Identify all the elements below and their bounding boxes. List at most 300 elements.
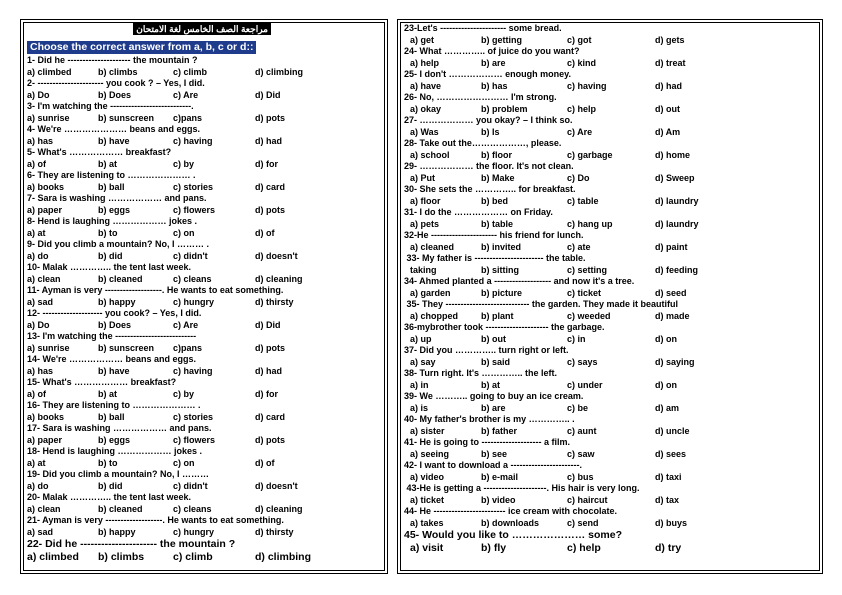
answer-option: c) bus bbox=[567, 471, 594, 482]
answer-options bbox=[404, 196, 816, 208]
answer-option: d) pots bbox=[255, 112, 285, 123]
question-text: 44- He ------------------------ ice cream with chocolate. bbox=[404, 506, 617, 516]
question-text: 16- They are listening to ………………… . bbox=[27, 400, 201, 410]
answer-options bbox=[27, 320, 381, 332]
question-item bbox=[27, 193, 381, 216]
answer-options bbox=[404, 311, 816, 323]
answer-option: a) up bbox=[410, 333, 432, 344]
answer-option: c) says bbox=[567, 356, 598, 367]
answer-option: a) sunrise bbox=[27, 112, 70, 123]
answer-option: c) hang up bbox=[567, 218, 613, 229]
answer-option: b) ball bbox=[98, 411, 125, 422]
answer-option: d) laundry bbox=[655, 195, 699, 206]
answer-option: b) climbs bbox=[98, 551, 145, 563]
answer-option: b) at bbox=[98, 158, 117, 169]
answer-option: a) takes bbox=[410, 517, 444, 528]
answer-option: a) floor bbox=[410, 195, 441, 206]
answer-option: b) said bbox=[481, 356, 511, 367]
question-item bbox=[404, 69, 816, 92]
answer-option: c) in bbox=[567, 333, 586, 344]
question-text: 4- We're ………………… beans and eggs. bbox=[27, 124, 201, 134]
answer-option: c) under bbox=[567, 379, 603, 390]
answer-options bbox=[27, 458, 381, 470]
answer-option: a) has bbox=[27, 365, 54, 376]
answer-option: d) for bbox=[255, 158, 278, 169]
answer-option: d) of bbox=[255, 227, 275, 238]
answer-option: c) help bbox=[567, 542, 601, 554]
answer-options bbox=[404, 242, 816, 254]
answer-option: a) pets bbox=[410, 218, 440, 229]
question-item bbox=[27, 538, 381, 564]
question-item bbox=[27, 55, 381, 78]
question-text: 26- No, …………………… I'm strong. bbox=[404, 92, 557, 102]
answer-options bbox=[404, 518, 816, 530]
answer-option: c) setting bbox=[567, 264, 608, 275]
question-list-right bbox=[404, 23, 816, 555]
question-text: 42- I want to download a -----------------------. bbox=[404, 460, 582, 470]
answer-option: b) climbs bbox=[98, 66, 138, 77]
answer-option: c) ticket bbox=[567, 287, 602, 298]
answer-option: c) be bbox=[567, 402, 589, 413]
question-text: 20- Malak ………….. the tent last week. bbox=[27, 492, 192, 502]
answer-options bbox=[27, 297, 381, 309]
answer-option: b) downloads bbox=[481, 517, 539, 528]
question-text: 11- Ayman is very -------------------. He wants to eat something. bbox=[27, 285, 284, 295]
answer-option: b) sunscreen bbox=[98, 342, 155, 353]
question-text: 32-He ---------------------- his friend for lunch. bbox=[404, 230, 584, 240]
answer-option: d) of bbox=[255, 457, 275, 468]
answer-options bbox=[27, 182, 381, 194]
answer-option: a) at bbox=[27, 457, 46, 468]
answer-options bbox=[404, 449, 816, 461]
answer-option: a) seeing bbox=[410, 448, 450, 459]
question-item bbox=[404, 368, 816, 391]
answer-option: c) table bbox=[567, 195, 599, 206]
answer-option: d) out bbox=[655, 103, 680, 114]
answer-option: a) paper bbox=[27, 434, 63, 445]
answer-option: b) plant bbox=[481, 310, 514, 321]
answer-option: b) happy bbox=[98, 526, 136, 537]
answer-options bbox=[404, 288, 816, 300]
answer-option: c) on bbox=[173, 457, 195, 468]
answer-options bbox=[404, 334, 816, 346]
question-item bbox=[404, 46, 816, 69]
answer-option: c) cleans bbox=[173, 503, 212, 514]
answer-option: d) made bbox=[655, 310, 690, 321]
question-item bbox=[404, 115, 816, 138]
answer-option: a) is bbox=[410, 402, 429, 413]
answer-options bbox=[404, 542, 816, 555]
answer-options bbox=[27, 389, 381, 401]
question-text: 2- ---------------------- you cook ? – Yes, I did. bbox=[27, 78, 205, 88]
answer-option: a) of bbox=[27, 158, 46, 169]
answer-option: a) cleaned bbox=[410, 241, 455, 252]
answer-option: b) e-mail bbox=[481, 471, 519, 482]
question-item bbox=[27, 423, 381, 446]
answer-option: c) having bbox=[173, 365, 213, 376]
answer-option: a) Put bbox=[410, 172, 436, 183]
answer-option: c) climb bbox=[173, 551, 213, 563]
answer-option: a) at bbox=[27, 227, 46, 238]
question-item bbox=[27, 262, 381, 285]
question-text: 35- They ---------------------------- the garden. They made it beautiful bbox=[404, 299, 678, 309]
answer-option: b) out bbox=[481, 333, 506, 344]
answer-options bbox=[404, 357, 816, 369]
question-item bbox=[404, 322, 816, 345]
answer-option: c) on bbox=[173, 227, 195, 238]
question-text: 3- I'm watching the ---------------------------. bbox=[27, 101, 194, 111]
answer-option: b) Does bbox=[98, 89, 132, 100]
answer-option: c) stories bbox=[173, 411, 214, 422]
question-item bbox=[404, 207, 816, 230]
question-item bbox=[404, 253, 816, 276]
question-text: 29- ……………… the floor. It's not clean. bbox=[404, 161, 574, 171]
answer-option: c) help bbox=[567, 103, 597, 114]
answer-options bbox=[27, 274, 381, 286]
question-item bbox=[27, 124, 381, 147]
answer-option: a) get bbox=[410, 34, 435, 45]
answer-option: d) seed bbox=[655, 287, 687, 298]
answer-options bbox=[27, 481, 381, 493]
question-text: 9- Did you climb a mountain? No, I ……… . bbox=[27, 239, 210, 249]
question-item bbox=[404, 161, 816, 184]
answer-option: b) fly bbox=[481, 542, 507, 554]
answer-option: c) hungry bbox=[173, 296, 215, 307]
answer-option: d) had bbox=[655, 80, 682, 91]
answer-option: a) sad bbox=[27, 526, 54, 537]
answer-option: b) to bbox=[98, 457, 118, 468]
question-text: 40- My father's brother is my ………….. . bbox=[404, 414, 575, 424]
question-item bbox=[404, 276, 816, 299]
answer-option: b) cleaned bbox=[98, 503, 143, 514]
question-text: 22- Did he ---------------------- the mountain ? bbox=[27, 538, 236, 550]
answer-option: b) Is bbox=[481, 126, 500, 137]
answer-option: d) taxi bbox=[655, 471, 682, 482]
answer-options bbox=[27, 228, 381, 240]
answer-option: c) ate bbox=[567, 241, 591, 252]
answer-options bbox=[27, 90, 381, 102]
answer-options bbox=[27, 412, 381, 424]
question-text: 38- Turn right. It's ………….. the left. bbox=[404, 368, 557, 378]
answer-options bbox=[404, 173, 816, 185]
answer-option: b) cleaned bbox=[98, 273, 143, 284]
question-item bbox=[404, 184, 816, 207]
answer-option: a) school bbox=[410, 149, 450, 160]
answer-option: a) has bbox=[27, 135, 54, 146]
answer-option: d) card bbox=[255, 411, 286, 422]
answer-option: d) laundry bbox=[655, 218, 699, 229]
answer-option: d) on bbox=[655, 379, 677, 390]
answer-option: c) having bbox=[567, 80, 607, 91]
question-item bbox=[27, 147, 381, 170]
question-item bbox=[27, 331, 381, 354]
answer-option: b) eggs bbox=[98, 434, 131, 445]
question-item bbox=[404, 506, 816, 529]
answer-option: b) are bbox=[481, 402, 506, 413]
answer-options bbox=[404, 495, 816, 507]
answer-option: d) Am bbox=[655, 126, 681, 137]
question-text: 15- What's ……………… breakfast? bbox=[27, 377, 177, 387]
answer-option: c) weeded bbox=[567, 310, 611, 321]
answer-option: b) happy bbox=[98, 296, 136, 307]
answer-option: b) has bbox=[481, 80, 508, 91]
question-text: 28- Take out the………………, please. bbox=[404, 138, 562, 148]
answer-option: c) got bbox=[567, 34, 592, 45]
question-text: 45- Would you like to ………………… some? bbox=[404, 529, 622, 541]
answer-options bbox=[27, 435, 381, 447]
answer-option: c) Do bbox=[567, 172, 590, 183]
answer-option: c) having bbox=[173, 135, 213, 146]
answer-option: a) do bbox=[27, 250, 49, 261]
answer-option: a) clean bbox=[27, 503, 61, 514]
answer-option: c) stories bbox=[173, 181, 214, 192]
answer-option: c) Are bbox=[173, 319, 199, 330]
question-text: 8- Hend is laughing ……………… jokes . bbox=[27, 216, 198, 226]
answer-option: a) do bbox=[27, 480, 49, 491]
question-text: 23-Let's ---------------------- some bread. bbox=[404, 23, 562, 33]
question-text: 34- Ahmed planted a ------------------- and now it's a tree. bbox=[404, 276, 635, 286]
answer-options bbox=[27, 251, 381, 263]
answer-option: d) buys bbox=[655, 517, 688, 528]
answer-option: b) bed bbox=[481, 195, 508, 206]
answer-option: c) didn't bbox=[173, 250, 208, 261]
answer-option: b) eggs bbox=[98, 204, 131, 215]
left-column bbox=[20, 19, 388, 574]
answer-option: d) climbing bbox=[255, 66, 303, 77]
answer-option: c) hungry bbox=[173, 526, 215, 537]
answer-option: a) have bbox=[410, 80, 442, 91]
question-text: 36-mybrother took --------------------- the garbage. bbox=[404, 322, 605, 332]
answer-option: d) try bbox=[655, 542, 682, 554]
answer-option: a) video bbox=[410, 471, 445, 482]
answer-option: b) invited bbox=[481, 241, 521, 252]
answer-option: c) Are bbox=[567, 126, 593, 137]
question-item bbox=[27, 354, 381, 377]
answer-option: d) doesn't bbox=[255, 480, 298, 491]
answer-options bbox=[404, 81, 816, 93]
question-item bbox=[27, 239, 381, 262]
question-item bbox=[404, 437, 816, 460]
question-text: 17- Sara is washing ……………… and pans. bbox=[27, 423, 212, 433]
answer-option: b) did bbox=[98, 480, 123, 491]
answer-option: b) problem bbox=[481, 103, 528, 114]
question-text: 10- Malak ………….. the tent last week. bbox=[27, 262, 192, 272]
answer-options bbox=[27, 504, 381, 516]
answer-option: d) on bbox=[655, 333, 677, 344]
question-item bbox=[27, 377, 381, 400]
question-item bbox=[404, 138, 816, 161]
answer-option: b) table bbox=[481, 218, 514, 229]
answer-options bbox=[27, 67, 381, 79]
answer-option: b) at bbox=[98, 388, 117, 399]
answer-option: d) cleaning bbox=[255, 273, 303, 284]
answer-options bbox=[404, 426, 816, 438]
instruction: Choose the correct answer from a, b, c or d:: bbox=[27, 41, 256, 54]
answer-option: d) Sweep bbox=[655, 172, 695, 183]
question-item bbox=[27, 78, 381, 101]
question-item bbox=[404, 529, 816, 555]
answer-option: b) getting bbox=[481, 34, 522, 45]
answer-option: d) doesn't bbox=[255, 250, 298, 261]
answer-options bbox=[404, 35, 816, 47]
answer-option: b) have bbox=[98, 365, 130, 376]
answer-options bbox=[404, 219, 816, 231]
answer-option: a) Was bbox=[410, 126, 439, 137]
answer-option: d) treat bbox=[655, 57, 686, 68]
answer-option: c) kind bbox=[567, 57, 597, 68]
answer-option: d) home bbox=[655, 149, 690, 160]
answer-options bbox=[404, 150, 816, 162]
answer-option: b) video bbox=[481, 494, 516, 505]
question-item bbox=[404, 230, 816, 253]
answer-option: d) pots bbox=[255, 342, 285, 353]
answer-option: a) sister bbox=[410, 425, 445, 436]
question-text: 19- Did you climb a mountain? No, I ……… bbox=[27, 469, 210, 479]
answer-option: b) floor bbox=[481, 149, 512, 160]
answer-options bbox=[27, 551, 381, 564]
right-column bbox=[397, 19, 823, 574]
answer-options bbox=[404, 58, 816, 70]
question-text: 12- -------------------- you cook? – Yes, I did. bbox=[27, 308, 202, 318]
answer-option: d) paint bbox=[655, 241, 688, 252]
answer-options bbox=[27, 205, 381, 217]
answer-option: d) Did bbox=[255, 319, 281, 330]
answer-option: b) father bbox=[481, 425, 517, 436]
answer-option: d) had bbox=[255, 135, 282, 146]
answer-option: a) books bbox=[27, 181, 65, 192]
answer-option: a) sad bbox=[27, 296, 54, 307]
answer-option: a) paper bbox=[27, 204, 63, 215]
answer-option: a) books bbox=[27, 411, 65, 422]
question-text: 39- We ……….. going to buy an ice cream. bbox=[404, 391, 584, 401]
answer-option: c)pans bbox=[173, 342, 203, 353]
answer-option: c) haircut bbox=[567, 494, 608, 505]
answer-options bbox=[404, 104, 816, 116]
question-text: 27- ……………… you okay? – I think so. bbox=[404, 115, 573, 125]
answer-option: a) visit bbox=[410, 542, 444, 554]
question-item bbox=[27, 515, 381, 538]
answer-option: b) Make bbox=[481, 172, 515, 183]
answer-option: a) say bbox=[410, 356, 436, 367]
question-item bbox=[27, 308, 381, 331]
answer-option: d) climbing bbox=[255, 551, 311, 563]
answer-option: b) sitting bbox=[481, 264, 519, 275]
question-item bbox=[404, 391, 816, 414]
question-text: 30- She sets the ………….. for breakfast. bbox=[404, 184, 576, 194]
question-item bbox=[27, 446, 381, 469]
arabic-title: مراجعة الصف الخامس لغة الامتحان bbox=[133, 23, 271, 35]
question-text: 21- Ayman is very -------------------. He wants to eat something. bbox=[27, 515, 284, 525]
question-item bbox=[27, 101, 381, 124]
question-text: 37- Did you ………….. turn right or left. bbox=[404, 345, 569, 355]
answer-options bbox=[404, 472, 816, 484]
question-text: 7- Sara is washing ……………… and pans. bbox=[27, 193, 207, 203]
answer-option: c) cleans bbox=[173, 273, 212, 284]
answer-option: a) Do bbox=[27, 319, 50, 330]
answer-options bbox=[27, 366, 381, 378]
question-item bbox=[27, 216, 381, 239]
answer-option: a) chopped bbox=[410, 310, 459, 321]
answer-option: b) are bbox=[481, 57, 506, 68]
question-item bbox=[27, 469, 381, 492]
answer-options bbox=[404, 380, 816, 392]
answer-option: d) had bbox=[255, 365, 282, 376]
answer-options bbox=[27, 136, 381, 148]
answer-options bbox=[27, 527, 381, 539]
question-item bbox=[27, 285, 381, 308]
answer-option: a) clean bbox=[27, 273, 61, 284]
answer-option: c) Are bbox=[173, 89, 199, 100]
question-text: 33- My father is ----------------------- the table. bbox=[404, 253, 586, 263]
question-text: 1- Did he --------------------- the mountain ? bbox=[27, 55, 198, 65]
question-item bbox=[27, 492, 381, 515]
answer-option: b) ball bbox=[98, 181, 125, 192]
question-item bbox=[404, 345, 816, 368]
answer-option: c) garbage bbox=[567, 149, 613, 160]
answer-option: d) saying bbox=[655, 356, 695, 367]
answer-option: d) thirsty bbox=[255, 526, 294, 537]
answer-options bbox=[27, 159, 381, 171]
question-item bbox=[27, 400, 381, 423]
answer-option: d) tax bbox=[655, 494, 680, 505]
question-text: 14- We're ……………… beans and eggs. bbox=[27, 354, 197, 364]
answer-options bbox=[404, 403, 816, 415]
answer-option: c) by bbox=[173, 388, 195, 399]
answer-option: d) for bbox=[255, 388, 278, 399]
answer-option: b) have bbox=[98, 135, 130, 146]
answer-option: b) at bbox=[481, 379, 500, 390]
answer-option: d) Did bbox=[255, 89, 281, 100]
answer-options bbox=[404, 265, 816, 277]
question-text: 24- What ………….. of juice do you want? bbox=[404, 46, 580, 56]
answer-options bbox=[404, 127, 816, 139]
answer-option: c)pans bbox=[173, 112, 203, 123]
answer-option: d) card bbox=[255, 181, 286, 192]
answer-option: a) sunrise bbox=[27, 342, 70, 353]
question-list-left bbox=[27, 55, 381, 564]
question-text: 43-He is getting a ---------------------. His hair is very long. bbox=[404, 483, 640, 493]
answer-option: c) aunt bbox=[567, 425, 597, 436]
answer-option: d) sees bbox=[655, 448, 687, 459]
question-item bbox=[27, 170, 381, 193]
answer-option: d) pots bbox=[255, 204, 285, 215]
answer-option: a) climbed bbox=[27, 66, 72, 77]
answer-option: a) in bbox=[410, 379, 429, 390]
answer-option: b) to bbox=[98, 227, 118, 238]
answer-option: d) pots bbox=[255, 434, 285, 445]
question-text: 41- He is going to -------------------- a film. bbox=[404, 437, 570, 447]
answer-option: c) send bbox=[567, 517, 599, 528]
answer-option: a) ticket bbox=[410, 494, 445, 505]
answer-option: a) help bbox=[410, 57, 440, 68]
answer-option: b) did bbox=[98, 250, 123, 261]
answer-option: taking bbox=[410, 264, 437, 275]
answer-option: b) picture bbox=[481, 287, 523, 298]
answer-option: d) uncle bbox=[655, 425, 690, 436]
question-item bbox=[404, 483, 816, 506]
answer-option: a) of bbox=[27, 388, 46, 399]
question-item bbox=[404, 23, 816, 46]
answer-option: c) by bbox=[173, 158, 195, 169]
answer-options bbox=[27, 113, 381, 125]
question-text: 31- I do the ……………… on Friday. bbox=[404, 207, 553, 217]
answer-option: a) Do bbox=[27, 89, 50, 100]
question-item bbox=[404, 92, 816, 115]
answer-option: d) thirsty bbox=[255, 296, 294, 307]
question-item bbox=[404, 299, 816, 322]
question-text: 13- I'm watching the --------------------------- bbox=[27, 331, 197, 341]
answer-option: b) see bbox=[481, 448, 508, 459]
